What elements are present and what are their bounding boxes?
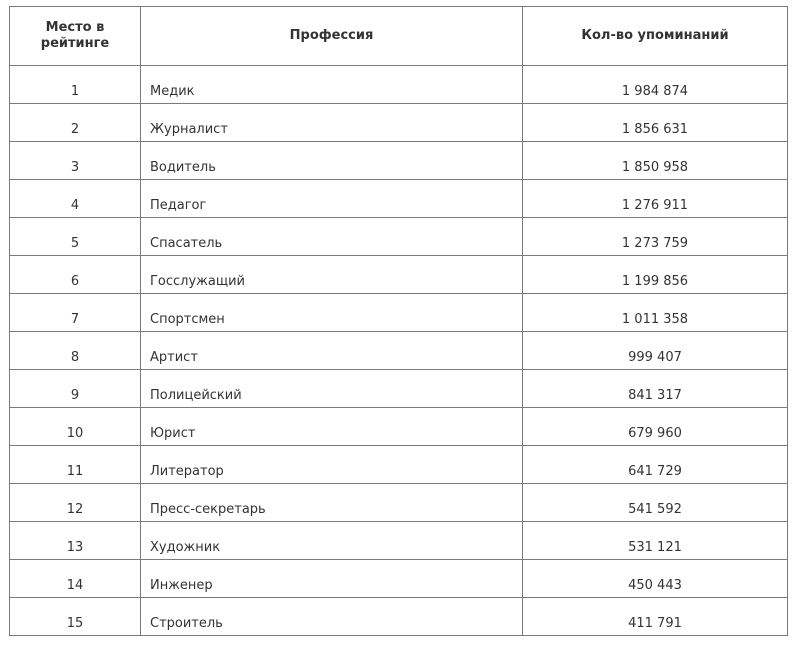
profession-ranking-table [9, 6, 788, 636]
mentions-cell: 999 407 [523, 332, 788, 370]
rank-cell: 10 [10, 408, 141, 446]
header-profession: Профессия [141, 7, 523, 66]
mentions-cell: 411 791 [523, 598, 788, 636]
table-row [10, 408, 788, 446]
header-row [10, 7, 788, 66]
mentions-cell: 641 729 [523, 446, 788, 484]
rank-cell: 2 [10, 104, 141, 142]
header-mentions: Кол-во упоминаний [523, 7, 788, 66]
profession-cell: Юрист [141, 408, 523, 446]
mentions-cell: 1 199 856 [523, 256, 788, 294]
table-row [10, 446, 788, 484]
profession-cell: Литератор [141, 446, 523, 484]
rank-cell: 8 [10, 332, 141, 370]
rank-cell: 7 [10, 294, 141, 332]
mentions-cell: 1 984 874 [523, 66, 788, 104]
profession-cell: Медик [141, 66, 523, 104]
mentions-cell: 541 592 [523, 484, 788, 522]
rank-cell: 12 [10, 484, 141, 522]
mentions-cell: 1 011 358 [523, 294, 788, 332]
profession-cell: Полицейский [141, 370, 523, 408]
mentions-cell: 841 317 [523, 370, 788, 408]
table-row [10, 332, 788, 370]
mentions-cell: 679 960 [523, 408, 788, 446]
rank-cell: 9 [10, 370, 141, 408]
rank-cell: 1 [10, 66, 141, 104]
table-row [10, 522, 788, 560]
profession-cell: Спортсмен [141, 294, 523, 332]
table-row [10, 142, 788, 180]
rank-cell: 3 [10, 142, 141, 180]
profession-cell: Педагог [141, 180, 523, 218]
profession-cell: Художник [141, 522, 523, 560]
rank-cell: 15 [10, 598, 141, 636]
table-row [10, 294, 788, 332]
mentions-cell: 1 276 911 [523, 180, 788, 218]
table-row [10, 218, 788, 256]
rank-cell: 5 [10, 218, 141, 256]
table-row [10, 66, 788, 104]
table-row [10, 560, 788, 598]
mentions-cell: 1 273 759 [523, 218, 788, 256]
profession-cell: Пресс-секретарь [141, 484, 523, 522]
header-rank: Место в рейтинге [10, 7, 141, 66]
profession-cell: Спасатель [141, 218, 523, 256]
profession-cell: Журналист [141, 104, 523, 142]
table-row [10, 598, 788, 636]
profession-cell: Строитель [141, 598, 523, 636]
profession-cell: Госслужащий [141, 256, 523, 294]
table-body [10, 66, 788, 636]
table-header [10, 7, 788, 66]
profession-cell: Артист [141, 332, 523, 370]
mentions-cell: 1 850 958 [523, 142, 788, 180]
rank-cell: 6 [10, 256, 141, 294]
rank-cell: 4 [10, 180, 141, 218]
mentions-cell: 531 121 [523, 522, 788, 560]
table-row [10, 180, 788, 218]
rank-cell: 14 [10, 560, 141, 598]
table-row [10, 256, 788, 294]
rank-cell: 13 [10, 522, 141, 560]
table-row [10, 104, 788, 142]
table-row [10, 484, 788, 522]
mentions-cell: 1 856 631 [523, 104, 788, 142]
rank-cell: 11 [10, 446, 141, 484]
profession-cell: Водитель [141, 142, 523, 180]
table-row [10, 370, 788, 408]
profession-cell: Инженер [141, 560, 523, 598]
mentions-cell: 450 443 [523, 560, 788, 598]
